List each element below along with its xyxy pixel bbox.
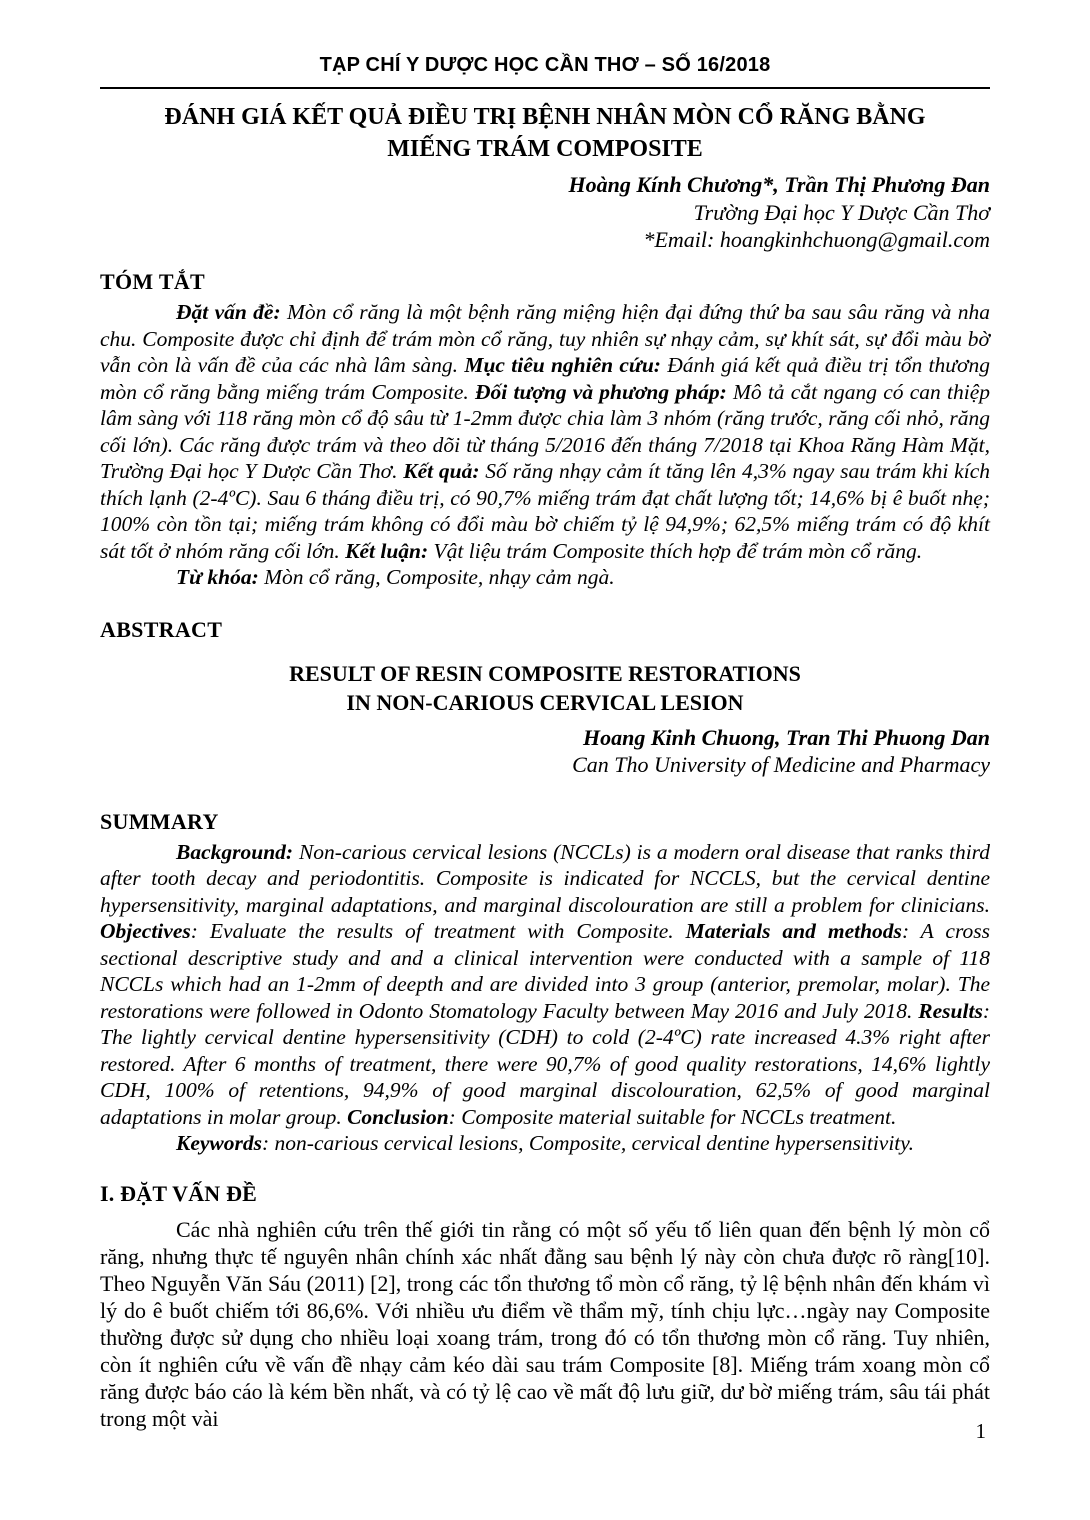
introduction-paragraph: Các nhà nghiên cứu trên thế giới tin rằng có một số yếu tố liên quan đến bệnh lý mòn cổ răng, nhưng thực tế nguyên nhân chính xác nhất đằng sau bệnh lý này còn chưa được rõ ràng[10]. Theo Nguyễn Văn Sáu (2011) [2], trong các tổn thương tổ mòn cổ răng, tỷ lệ bệnh nhân đến khám vì lý do ê buốt chiếm tới 86,6%. Với nhiều ưu điểm về thẩm mỹ, tính chịu lực…ngày nay Composite thường được sử dụng cho nhiều loại xoang trám, trong đó có tổn thương mòn cổ răng. Tuy nhiên, còn ít nghiên cứu về vấn đề nhạy cảm kéo dài sau trám Composite [8]. Miếng trám xoang mòn cổ răng được báo cáo là kém bền nhất, và có tỷ lệ cao về mất độ lưu giữ, dư bờ miếng trám, sâu tái phát trong một vài — [100, 1216, 990, 1431]
journal-title: TẠP CHÍ Y DƯỢC HỌC CẦN THƠ – SỐ 16/2018 — [319, 54, 771, 76]
paper-title-line-2: MIẾNG TRÁM COMPOSITE — [387, 135, 703, 162]
paper-title-en-line-1: RESULT OF RESIN COMPOSITE RESTORATIONS — [289, 660, 801, 686]
heading-introduction: I. ĐẶT VẤN ĐỀ — [100, 1180, 258, 1206]
authors-en: Hoang Kinh Chuong, Tran Thi Phuong Dan — [583, 725, 990, 751]
author-block-vi — [100, 171, 990, 253]
affiliation-vi: Trường Đại học Y Dược Cần Thơ — [693, 199, 990, 225]
affiliation-en: Can Tho University of Medicine and Pharmacy — [572, 752, 990, 778]
paper-title-line-1: ĐÁNH GIÁ KẾT QUẢ ĐIỀU TRỊ BỆNH NHÂN MÒN CỔ RĂNG BẰNG — [164, 104, 926, 130]
abstract-vi: Đặt vấn đề: Mòn cổ răng là một bệnh răng miệng hiện đại đứng thứ ba sau sâu răng và nha chu. Composite được chỉ định để trám mòn cổ răng, tuy nhiên sự nhạy cảm, sự khít sát, sự đổi màu bờ vẫn còn là vấn đề của các nhà lâm sàng. Mục tiêu nghiên cứu: Đánh giá kết quả điều trị tổn thương mòn cổ răng bằng miếng trám Composite. Đối tượng và phương pháp: Mô tả cắt ngang có can thiệp lâm sàng với 118 răng mòn cổ độ sâu từ 1-2mm được chia làm 3 nhóm (răng trước, răng cối nhỏ, răng cối lớn). Các răng được trám và theo dõi từ tháng 5/2016 đến tháng 7/2018 tại Khoa Răng Hàm Mặt, Trường Đại học Y Dược Cần Thơ. Kết quả: Số răng nhạy cảm ít tăng lên 4,3% ngay sau trám khi kích thích lạnh (2-4ºC). Sau 6 tháng điều trị, có 90,7% miếng trám đạt chất lượng tốt; 14,6% bị ê buốt nhẹ; 100% còn tồn tại; miếng trám không có đổi màu bờ chiếm tỷ lệ 94,9%; 62,5% miếng trám có độ khít sát tốt ở nhóm răng cối lớn. Kết luận: Vật liệu trám Composite thích hợp để trám mòn cổ răng. — [100, 300, 991, 563]
summary-en: Background: Non-carious cervical lesions (NCCLs) is a modern oral disease that ranks third after tooth decay and periodontitis. Composite is indicated for NCCLS, but the cervical dentine hypersensitivity, marginal adaptations, and marginal discolouration are still a problem for clinicians. Objectives: Evaluate the results of treatment with Composite. Materials and methods: A cross sectional descriptive study and and a clinical intervention were conducted with a sample of 118 NCCLs which had an 1-2mm of deepth and are divided into 3 group (anterior, premolar, molar). The restorations were followed in Odonto Stomatology Faculty between May 2016 and July 2018. Results: The lightly cervical dentine hypersensitivity (CDH) to cold (2-4ºC) rate increased 4.3% right after restored. After 6 months of treatment, there were 90,7% of good quality restorations, 14,6% lightly CDH, 100% of retentions, 94,9% of good marginal discolouration, 62,5% of good marginal adaptations in molar group. Conclusion: Composite material suitable for NCCLs treatment. — [100, 839, 990, 1129]
heading-tom-tat: TÓM TẮT — [100, 269, 205, 295]
paper-title-en — [100, 659, 990, 718]
paper-title-en-line-2: IN NON-CARIOUS CERVICAL LESION — [346, 690, 744, 716]
author-block-en — [100, 724, 990, 779]
email-line: *Email: hoangkinhchuong@gmail.com — [643, 226, 990, 252]
journal-header — [100, 54, 990, 89]
heading-summary: SUMMARY — [100, 808, 219, 834]
keywords-en: Keywords: non-carious cervical lesions, Composite, cervical dentine hypersensitivity. — [176, 1131, 915, 1156]
page-number: 1 — [975, 1419, 986, 1443]
heading-abstract: ABSTRACT — [100, 616, 223, 642]
authors-vi: Hoàng Kính Chương*, Trần Thị Phương Đan — [568, 172, 990, 198]
paper-title-vi — [100, 102, 990, 165]
keywords-vi: Từ khóa: Mòn cổ răng, Composite, nhạy cảm ngà. — [176, 565, 615, 590]
